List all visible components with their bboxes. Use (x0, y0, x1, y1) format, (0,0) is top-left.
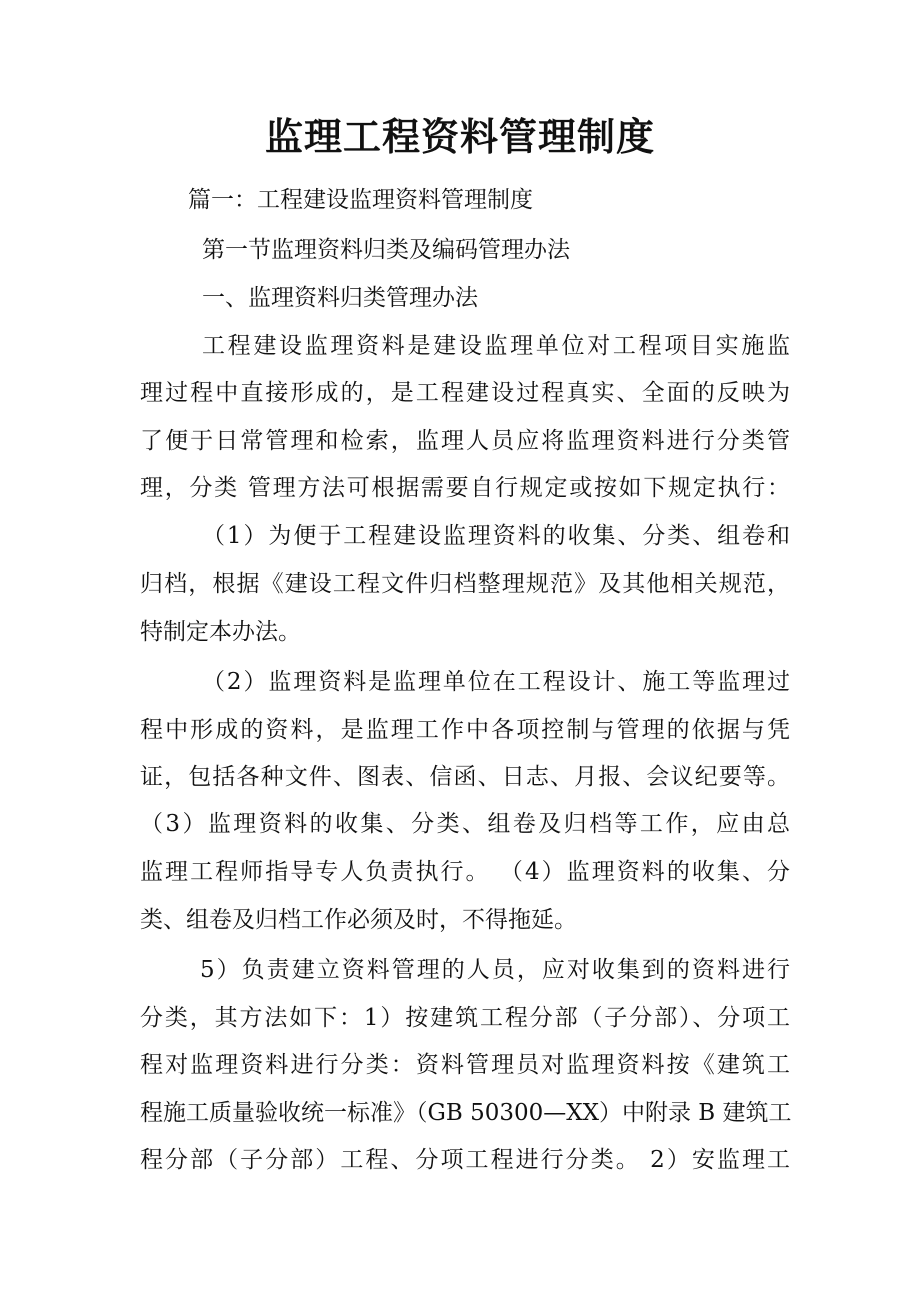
section-heading-part-one: 篇一：工程建设监理资料管理制度 (188, 187, 533, 213)
document-title: 监理工程资料管理制度 (264, 114, 655, 159)
paragraph-line: （1）为便于工程建设监理资料的收集、分类、组卷和 (202, 523, 790, 549)
section-heading-item-one: 一、监理资料归类管理办法 (202, 285, 478, 311)
paragraph-line: 了便于日常管理和检索，监理人员应将监理资料进行分类管 (140, 428, 790, 454)
paragraph-line: （2）监理资料是监理单位在工程设计、施工等监理过 (202, 669, 790, 695)
paragraph-line: 程中形成的资料，是监理工作中各项控制与管理的依据与凭 (140, 717, 790, 743)
paragraph-line: 类、组卷及归档工作必须及时，不得拖延。 (140, 907, 577, 933)
paragraph-line: 程施工质量验收统一标准》（GB 50300—XX）中附录 B 建筑工 (140, 1100, 792, 1126)
paragraph-line: 工程建设监理资料是建设监理单位对工程项目实施监 (202, 333, 790, 359)
paragraph-line: （3）监理资料的收集、分类、组卷及归档等工作，应由总 (140, 811, 790, 837)
paragraph-line: 归档，根据《建设工程文件归档整理规范》及其他相关规范， (140, 571, 790, 597)
paragraph-line: 程对监理资料进行分类：资料管理员对监理资料按《建筑工 (140, 1052, 790, 1078)
paragraph-line: 分类，其方法如下：1）按建筑工程分部（子分部）、分项工 (140, 1005, 790, 1031)
paragraph-line: 理过程中直接形成的，是工程建设过程真实、全面的反映为 (140, 380, 790, 406)
paragraph-line: 特制定本办法。 (140, 619, 301, 645)
paragraph-line: 理，分类 管理方法可根据需要自行规定或按如下规定执行： (140, 475, 790, 501)
paragraph-line: 5）负责建立资料管理的人员，应对收集到的资料进行 (200, 957, 790, 983)
section-heading-chapter-one: 第一节监理资料归类及编码管理办法 (202, 237, 570, 263)
paragraph-line: 程分部（子分部）工程、分项工程进行分类。 2）安监理工 (140, 1147, 790, 1173)
paragraph-line: 证，包括各种文件、图表、信函、日志、月报、会议纪要等。 (140, 764, 790, 790)
paragraph-line: 监理工程师指导专人负责执行。 （4）监理资料的收集、分 (140, 859, 790, 885)
